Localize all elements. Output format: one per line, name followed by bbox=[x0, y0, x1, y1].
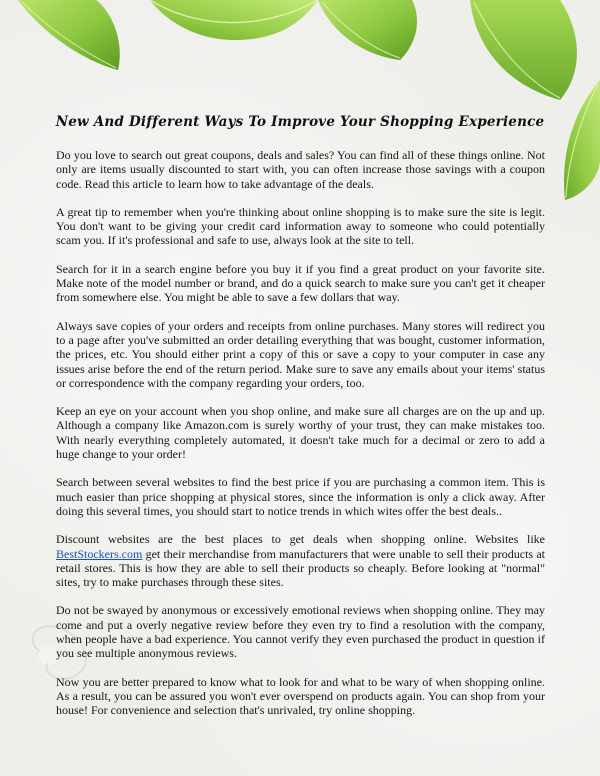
paragraph-reviews: Do not be swayed by anonymous or excessively emotional reviews when shopping online. They may come and put a overly negative review before they even try to find a resolution with the company, when people have a bad experience. You cannot verify they even purchased the product in question if you see multiple anonymous reviews. bbox=[56, 603, 545, 661]
page-title: New And Different Ways To Improve Your Shopping Experience bbox=[55, 114, 545, 130]
leaf-top-center-right bbox=[318, 0, 417, 60]
leaf-top-right bbox=[470, 0, 577, 100]
article-body bbox=[56, 148, 545, 732]
paragraph-intro: Do you love to search out great coupons, deals and sales? You can find all of these things online. Not only are items usually discounted to start with, you can often increase those savings with a coupon code. Read this article to learn how to take advantage of the deals. bbox=[56, 148, 545, 191]
leaf-right-edge bbox=[564, 80, 600, 200]
paragraph-discount-text-after: get their merchandise from manufacturers that were unable to sell their products at retail stores. This is how they are able to sell their products so cheaply. Before looking at "normal" sites, try to make purchases through these sites. bbox=[56, 546, 545, 590]
leaf-top-center-left bbox=[150, 0, 318, 40]
paragraph-discount-websites bbox=[56, 532, 545, 589]
paragraph-search-engine: Search for it in a search engine before you buy it if you find a great product on your favorite site. Make note of the model number or brand, and do a quick search to make sure you can't get it cheaper from somewhere else. You might be able to save a few dollars that way. bbox=[56, 261, 545, 305]
paragraph-save-receipts: Always save copies of your orders and receipts from online purchases. Many stores will redirect you to a page after you've submitted an order detailing everything that was bought, customer information, the prices, etc. You should either print a copy of this or save a copy to your computer in case any issues arise before the end of the return period. Make sure to save any emails about your items' status or correspondence with the company regarding your orders, too. bbox=[56, 318, 545, 390]
leaf-top-left bbox=[18, 0, 120, 70]
paragraph-watch-account: Keep an eye on your account when you shop online, and make sure all charges are on the up and up. Although a company like Amazon.com is surely worthy of your trust, they can make mistakes too. With nearly everything completely automated, it doesn't take much for a decimal or zero to add a huge change to your order! bbox=[56, 404, 545, 462]
paragraph-legit-site: A great tip to remember when you're thinking about online shopping is to make sure the site is legit. You don't want to be giving your credit card information away to someone who could potentially scam you. If it's professional and safe to use, always look at the site to tell. bbox=[56, 204, 545, 248]
paragraph-discount-text-before: Discount websites are the best places to get deals when shopping online. Websites like bbox=[56, 532, 545, 547]
paragraph-compare-prices: Search between several websites to find the best price if you are purchasing a common item. This is much easier than price shopping at physical stores, since the information is only a click away. After doing this several times, you should start to notice trends in which wites offer the best deals.. bbox=[56, 475, 545, 518]
paragraph-conclusion: Now you are better prepared to know what to look for and what to be wary of when shopping online. As a result, you can be assured you won't ever overspend on products again. You can shop from your house! For convenience and selection that's unrivaled, try online shopping. bbox=[56, 674, 545, 718]
beststockers-link[interactable]: BestStockers.com bbox=[56, 546, 143, 561]
